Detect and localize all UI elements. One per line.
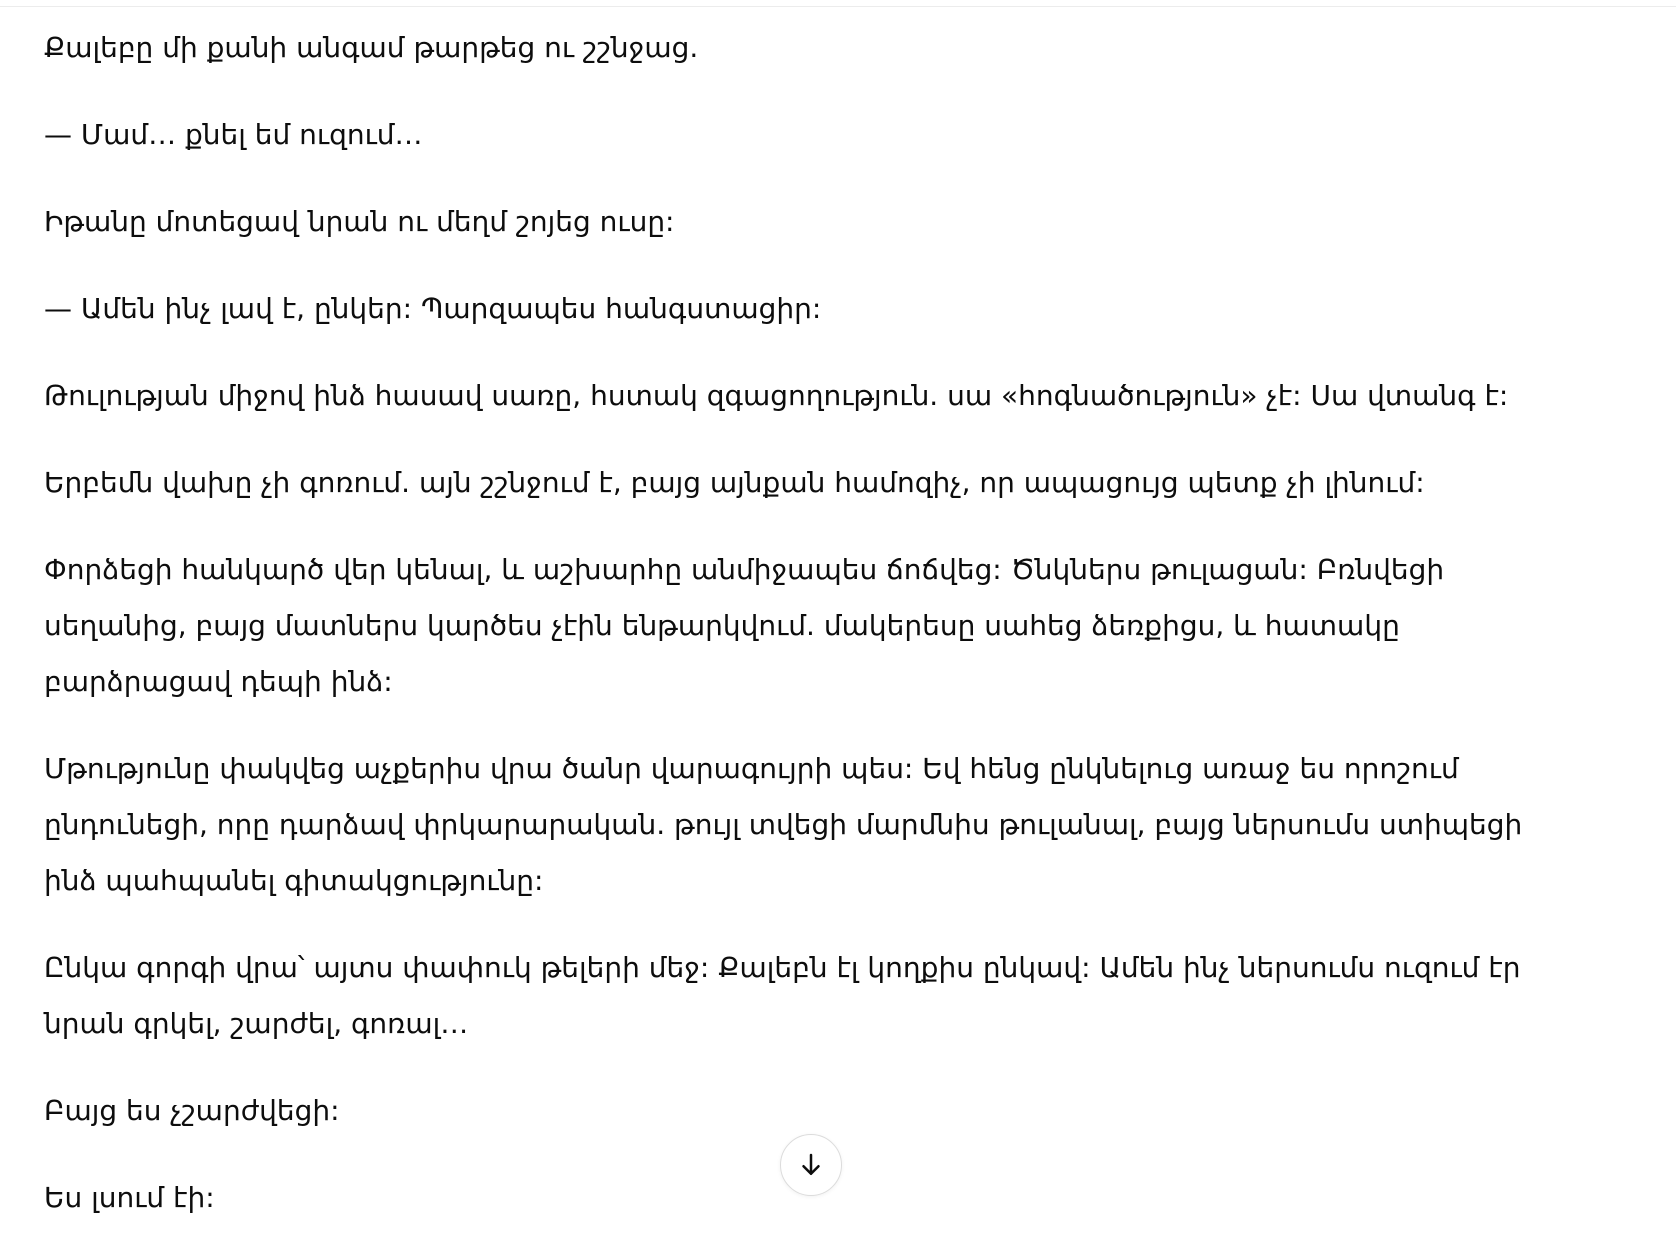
paragraph-11: Ես լսում էի: xyxy=(44,1181,215,1214)
paragraph-2: — Մամ… քնել եմ ուզում… xyxy=(44,118,423,151)
paragraph-1: Քալեբը մի քանի անգամ թարթեց ու շշնջաց. xyxy=(44,31,699,64)
paragraph-5: Թուլության միջով ինձ հասավ սառը, հստակ զգացողություն. սա «հոգնածություն» չէ: Սա վտանգ է: xyxy=(44,379,1509,412)
paragraph-10: Բայց ես չշարժվեցի: xyxy=(44,1094,340,1127)
paragraph-4: — Ամեն ինչ լավ է, ընկեր: Պարզապես հանգստացիր: xyxy=(44,292,822,325)
top-divider xyxy=(0,0,1676,7)
paragraph-7: Փորձեցի հանկարծ վեր կենալ, և աշխարհը անմիջապես ճոճվեց: Ծնկներս թուլացան: Բռնվեցի սեղանից, բայց մատներս կարծես չէին ենթարկվում. մակերեսը սահեց ձեռքիցս, և հատակը բարձրացավ դեպի ինձ: xyxy=(44,553,1445,698)
paragraph-8: Մթությունը փակվեց աչքերիս վրա ծանր վարագույրի պես: Եվ հենց ընկնելուց առաջ ես որոշում ընդունեցի, որը դարձավ փրկարարական. թույլ տվեցի մարմնիս թուլանալ, բայց ներսումս ստիպեցի ինձ պահպանել գիտակցությունը: xyxy=(44,752,1523,897)
paragraph-9: Ընկա գորգի վրա՝ այտս փափուկ թելերի մեջ: Քալեբն էլ կողքիս ընկավ: Ամեն ինչ ներսումս ուզում էր նրան գրկել, շարժել, գոռալ… xyxy=(44,951,1521,1040)
arrow-down-icon xyxy=(796,1150,826,1180)
message-content xyxy=(44,20,1564,1242)
scroll-to-bottom-button[interactable] xyxy=(780,1134,842,1196)
paragraph-3: Իթանը մոտեցավ նրան ու մեղմ շոյեց ուսը: xyxy=(44,205,675,238)
paragraph-6: Երբեմն վախը չի գոռում. այն շշնջում է, բայց այնքան համոզիչ, որ ապացույց պետք չի լինում: xyxy=(44,466,1425,499)
